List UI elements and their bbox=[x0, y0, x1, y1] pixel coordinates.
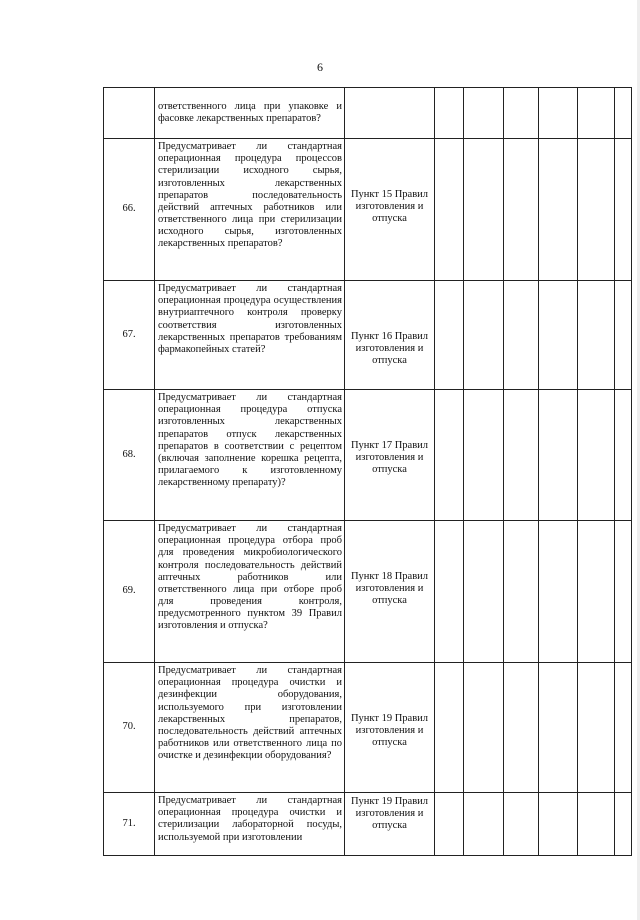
answer-cell bbox=[464, 663, 504, 793]
answer-cell bbox=[435, 663, 464, 793]
table-row bbox=[104, 663, 632, 793]
answer-cell bbox=[578, 390, 615, 521]
answer-cell bbox=[464, 281, 504, 390]
page-number: 6 bbox=[317, 60, 323, 74]
requirement-question: Предусматривает ли стандартная операционная процедура отбора проб для проведения микробиологического контроля последовательность действий аптечных работников или ответственного лица при отборе проб для проведения контроля, предусмотренного пунктом 39 Правил изготовления и отпуска? bbox=[155, 521, 345, 663]
checklist-table bbox=[103, 87, 632, 856]
answer-cell bbox=[539, 139, 578, 281]
checklist-body bbox=[104, 88, 632, 856]
answer-cell bbox=[539, 521, 578, 663]
table-row bbox=[104, 793, 632, 856]
answer-cell bbox=[578, 793, 615, 856]
table-row bbox=[104, 521, 632, 663]
answer-cell bbox=[435, 88, 464, 139]
legal-reference bbox=[345, 88, 435, 139]
answer-cell bbox=[615, 390, 632, 521]
answer-cell bbox=[504, 390, 539, 521]
answer-cell bbox=[435, 281, 464, 390]
row-number: 68. bbox=[104, 390, 155, 521]
answer-cell bbox=[539, 281, 578, 390]
row-number: 67. bbox=[104, 281, 155, 390]
answer-cell bbox=[615, 139, 632, 281]
legal-reference: Пункт 18 Правил изготовления и отпуска bbox=[345, 521, 435, 663]
table-row bbox=[104, 281, 632, 390]
requirement-question: Предусматривает ли стандартная операционная процедура отпуска изготовленных лекарственных препаратов отпуск лекарственных препаратов в соответствии с рецептом (включая заполнение корешка рецепта, прилагаемого к изготовленному лекарственному препарату)? bbox=[155, 390, 345, 521]
answer-cell bbox=[464, 793, 504, 856]
table-row bbox=[104, 390, 632, 521]
row-number: 71. bbox=[104, 793, 155, 856]
answer-cell bbox=[578, 281, 615, 390]
answer-cell bbox=[539, 793, 578, 856]
answer-cell bbox=[464, 390, 504, 521]
answer-cell bbox=[578, 521, 615, 663]
answer-cell bbox=[504, 521, 539, 663]
answer-cell bbox=[435, 390, 464, 521]
table-row bbox=[104, 139, 632, 281]
answer-cell bbox=[504, 139, 539, 281]
legal-reference: Пункт 16 Правил изготовления и отпуска bbox=[345, 281, 435, 390]
answer-cell bbox=[435, 521, 464, 663]
answer-cell bbox=[615, 521, 632, 663]
answer-cell bbox=[615, 88, 632, 139]
answer-cell bbox=[464, 521, 504, 663]
answer-cell bbox=[435, 793, 464, 856]
row-number bbox=[104, 88, 155, 139]
row-number: 70. bbox=[104, 663, 155, 793]
legal-reference: Пункт 15 Правил изготовления и отпуска bbox=[345, 139, 435, 281]
legal-reference: Пункт 19 Правил изготовления и отпуска bbox=[345, 793, 435, 856]
answer-cell bbox=[539, 88, 578, 139]
answer-cell bbox=[539, 390, 578, 521]
requirement-question: ответственного лица при упаковке и фасовке лекарственных препаратов? bbox=[155, 88, 345, 139]
answer-cell bbox=[578, 139, 615, 281]
answer-cell bbox=[578, 88, 615, 139]
answer-cell bbox=[615, 281, 632, 390]
requirement-question: Предусматривает ли стандартная операционная процедура осуществления внутриаптечного контроля проверку соответствия изготовленных лекарственных препаратов требованиям фармакопейных статей? bbox=[155, 281, 345, 390]
answer-cell bbox=[539, 663, 578, 793]
table-row bbox=[104, 88, 632, 139]
legal-reference: Пункт 19 Правил изготовления и отпуска bbox=[345, 663, 435, 793]
requirement-question: Предусматривает ли стандартная операционная процедура очистки и дезинфекции оборудования, используемого при изготовлении лекарственных препаратов, последовательность действий аптечных работников или ответственного лица по очистке и дезинфекции оборудования? bbox=[155, 663, 345, 793]
answer-cell bbox=[504, 793, 539, 856]
answer-cell bbox=[504, 663, 539, 793]
answer-cell bbox=[615, 793, 632, 856]
answer-cell bbox=[504, 281, 539, 390]
row-number: 69. bbox=[104, 521, 155, 663]
answer-cell bbox=[464, 88, 504, 139]
answer-cell bbox=[504, 88, 539, 139]
requirement-question: Предусматривает ли стандартная операционная процедура процессов стерилизации исходного сырья, изготовленных лекарственных препаратов последовательность действий аптечных работников или ответственного лица при стерилизации исходного сырья, изготовленных лекарственных препаратов? bbox=[155, 139, 345, 281]
requirement-question: Предусматривает ли стандартная операционная процедура очистки и стерилизации лабораторной посуды, используемой при изготовлении bbox=[155, 793, 345, 856]
answer-cell bbox=[578, 663, 615, 793]
row-number: 66. bbox=[104, 139, 155, 281]
answer-cell bbox=[464, 139, 504, 281]
answer-cell bbox=[615, 663, 632, 793]
legal-reference: Пункт 17 Правил изготовления и отпуска bbox=[345, 390, 435, 521]
answer-cell bbox=[435, 139, 464, 281]
